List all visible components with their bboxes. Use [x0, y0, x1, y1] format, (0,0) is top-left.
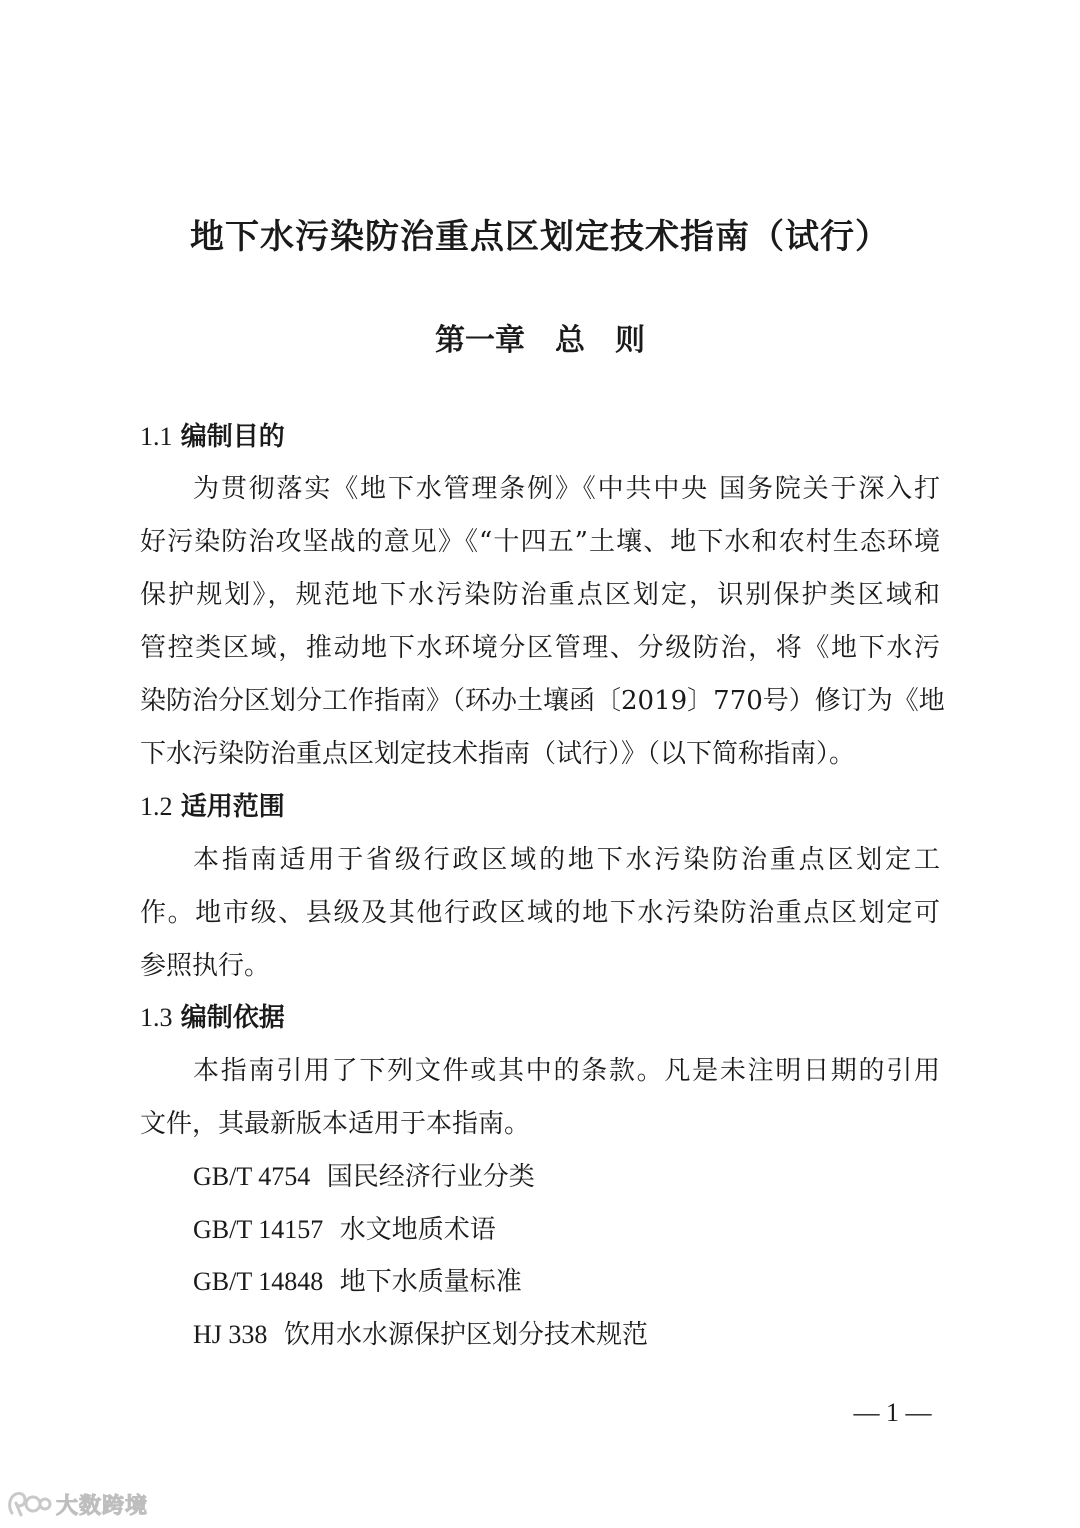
section-number: 1.3 [140, 1003, 173, 1032]
paragraph-line: 染防治分区划分工作指南》（环办土壤函〔2019〕770号）修订为《地 [140, 686, 945, 716]
paragraph-line: 保护规划》，规范地下水污染防治重点区划定，识别保护类区域和 [140, 580, 940, 610]
paragraph-line: 下水污染防治重点区划定技术指南（试行）》（以下简称指南）。 [140, 739, 856, 769]
page-number: — 1 — [853, 1398, 932, 1427]
paragraph-line: 好污染防治攻坚战的意见》《“十四五”土壤、地下水和农村生态环境 [140, 527, 940, 557]
reference-code: GB/T 14157 [193, 1215, 324, 1244]
reference-item [193, 1262, 522, 1302]
chapter-heading: 第一章 总 则 [435, 323, 645, 358]
section-number: 1.1 [140, 422, 173, 451]
brand-logo-icon [6, 1489, 52, 1519]
section-label: 编制目的 [180, 422, 285, 452]
section-heading [140, 998, 285, 1038]
paragraph-line: 为贯彻落实《地下水管理条例》《中共中央 国务院关于深入打 [193, 474, 940, 504]
reference-name: 国民经济行业分类 [326, 1162, 535, 1192]
document-title: 地下水污染防治重点区划定技术指南（试行） [190, 217, 890, 257]
reference-name: 饮用水水源保护区划分技术规范 [283, 1320, 648, 1350]
watermark [6, 1487, 148, 1521]
paragraph-line: 本指南引用了下列文件或其中的条款。凡是未注明日期的引用 [193, 1056, 940, 1086]
section-number: 1.2 [140, 792, 173, 821]
section-label: 适用范围 [180, 792, 285, 822]
paragraph-line: 本指南适用于省级行政区域的地下水污染防治重点区划定工 [193, 845, 940, 875]
reference-name: 地下水质量标准 [339, 1267, 522, 1297]
reference-name: 水文地质术语 [339, 1215, 496, 1245]
section-heading [140, 787, 285, 827]
paragraph-line: 管控类区域，推动地下水环境分区管理、分级防治，将《地下水污 [140, 633, 940, 663]
watermark-text: 大数跨境 [56, 1493, 149, 1519]
reference-code: HJ 338 [193, 1320, 268, 1349]
paragraph-line: 文件，其最新版本适用于本指南。 [140, 1109, 531, 1139]
section-heading [140, 417, 285, 457]
reference-code: GB/T 14848 [193, 1267, 324, 1296]
reference-item [193, 1210, 496, 1250]
reference-item [193, 1315, 648, 1355]
section-label: 编制依据 [180, 1003, 285, 1033]
paragraph-line: 作。地市级、县级及其他行政区域的地下水污染防治重点区划定可 [140, 898, 940, 928]
paragraph-line: 参照执行。 [140, 951, 271, 981]
reference-item [193, 1157, 535, 1197]
reference-code: GB/T 4754 [193, 1162, 311, 1191]
